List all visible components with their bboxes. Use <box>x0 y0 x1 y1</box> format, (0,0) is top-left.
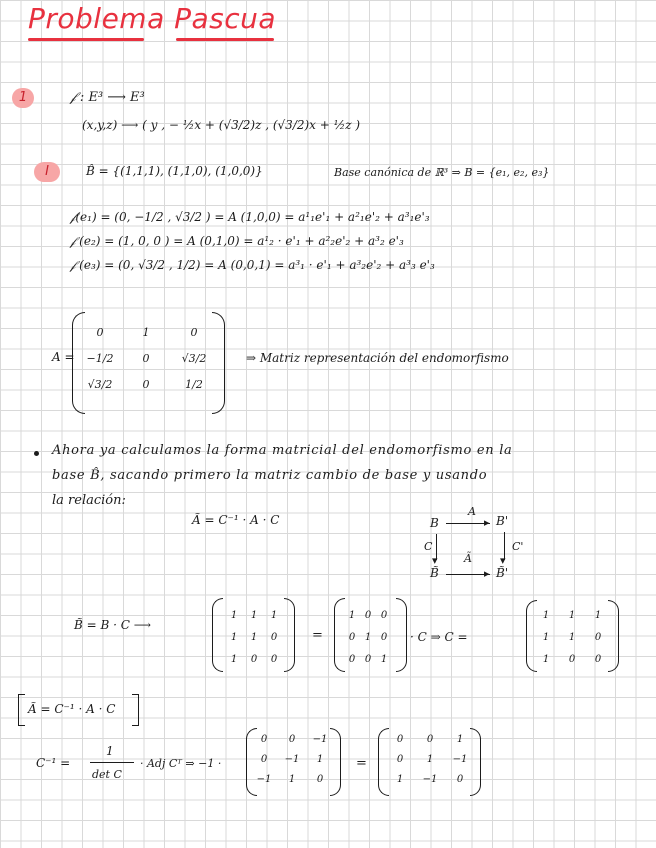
matrix-cell: 1 <box>364 632 372 643</box>
title-underline <box>176 38 274 41</box>
matrix-c-right-paren <box>608 600 619 672</box>
matrix-cell: 1 <box>288 774 296 785</box>
matrix-a-cell: √3/2 <box>181 352 207 365</box>
matrix-cell: 0 <box>426 734 434 745</box>
matrix-cell: 1 <box>348 610 356 621</box>
matrix-a-cell: √3/2 <box>87 378 113 391</box>
matrix-cell: 0 <box>348 654 356 665</box>
matrix-a-cell: 0 <box>142 352 150 365</box>
matrix-cell: 0 <box>348 632 356 643</box>
matrix-cell: 0 <box>380 610 388 621</box>
matrix-left-paren <box>378 728 389 796</box>
matrix-cell: 1 <box>250 610 258 621</box>
matrix-cell: 0 <box>250 654 258 665</box>
matrix-a-cell: 0 <box>190 326 198 339</box>
diagram-b-tilde-prime: B̃' <box>496 566 509 580</box>
relation-formula: Ã = C⁻¹ · A · C <box>192 513 280 527</box>
equals-sign: = <box>312 628 323 643</box>
paragraph-line: base B̂, sacando primero la matriz cambio de base y usando <box>52 468 488 483</box>
diagram-a-tilde: Ã <box>464 552 472 565</box>
b-tilde-equation: B̃ = B · C ⟶ <box>74 618 151 632</box>
basis-hat: B̂ = {(1,1,1), (1,1,0), (1,0,0)} <box>86 164 263 178</box>
paragraph-line: la relación: <box>52 493 126 508</box>
fraction-denominator: det C <box>92 768 122 781</box>
matrix-cell: 1 <box>250 632 258 643</box>
matrix-a-label: A = <box>52 350 75 364</box>
matrix-c-cell: 1 <box>542 654 550 665</box>
matrix-a-note: ⇒ Matriz representación del endomorfismo <box>246 351 509 365</box>
matrix-c-cell: 1 <box>568 610 576 621</box>
diagram-b: B <box>430 516 439 530</box>
bullet-dot <box>34 451 39 456</box>
matrix-c-cell: 1 <box>542 632 550 643</box>
arrow-head-icon: ▾ <box>500 554 506 567</box>
matrix-cell: 0 <box>396 734 404 745</box>
matrix-cell: 0 <box>396 754 404 765</box>
fraction-numerator: 1 <box>106 744 114 758</box>
equals-sign: = <box>356 756 367 771</box>
matrix-cell: 0 <box>364 610 372 621</box>
matrix-a-cell: −1/2 <box>86 352 114 365</box>
matrix-cell: 1 <box>230 632 238 643</box>
matrix-cell: 0 <box>456 774 464 785</box>
matrix-cell: 1 <box>316 754 324 765</box>
matrix-a-cell: 0 <box>96 326 104 339</box>
matrix-cell: −1 <box>452 754 468 765</box>
matrix-a-cell: 1/2 <box>185 378 203 391</box>
section-badge: 1 <box>12 88 34 108</box>
matrix-left-paren <box>212 598 223 672</box>
page-title: Problema Pascua <box>28 2 277 35</box>
matrix-a-cell: 1 <box>142 326 150 339</box>
arrow-head-icon: ▸ <box>484 516 490 529</box>
part-badge: I <box>34 162 60 182</box>
canonical-basis: Base canónica de ℝ³ ⇒ B = {e₁, e₂, e₃} <box>334 166 550 179</box>
matrix-cell: 1 <box>380 654 388 665</box>
matrix-cell: −1 <box>284 754 300 765</box>
title-underline <box>28 38 144 41</box>
matrix-cell: 0 <box>260 754 268 765</box>
diagram-c-prime: C' <box>512 540 524 553</box>
matrix-cell: 1 <box>270 610 278 621</box>
fraction-bar <box>90 762 134 763</box>
matrix-cell: −1 <box>256 774 272 785</box>
matrix-right-paren <box>396 598 407 672</box>
diagram-b-tilde: B̃ <box>430 566 439 580</box>
diagram-a: A <box>468 505 476 518</box>
matrix-c-cell: 0 <box>568 654 576 665</box>
matrix-cell: −1 <box>422 774 438 785</box>
c-inverse-label: C⁻¹ = <box>36 756 71 770</box>
matrix-cell: 1 <box>230 654 238 665</box>
diagram-b-prime: B' <box>496 514 509 528</box>
boxed-formula-bracket <box>18 694 25 726</box>
boxed-formula-bracket <box>132 694 139 726</box>
matrix-a-cell: 0 <box>142 378 150 391</box>
matrix-c-cell: 0 <box>594 654 602 665</box>
matrix-c-cell: 1 <box>542 610 550 621</box>
matrix-cell: 0 <box>316 774 324 785</box>
equation-e1: 𝒻(e₁) = (0, −1/2 , √3/2 ) = A (1,0,0) = a¹₁e'₁ + a²₁e'₂ + a³₁e'₃ <box>70 210 430 224</box>
matrix-c-cell: 1 <box>594 610 602 621</box>
matrix-cell: 1 <box>396 774 404 785</box>
matrix-right-paren <box>330 728 341 796</box>
paragraph-line: Ahora ya calculamos la forma matricial del endomorfismo en la <box>52 443 513 458</box>
c-equation: · C ⇒ C = <box>410 630 468 644</box>
map-rule: (x,y,z) ⟶ ( y , − ½x + (√3/2)z , (√3/2)x + ½z ) <box>82 118 361 132</box>
matrix-cell: 0 <box>364 654 372 665</box>
arrow-head-icon: ▾ <box>432 554 438 567</box>
matrix-cell: 0 <box>380 632 388 643</box>
equation-e2: 𝒻 (e₂) = (1, 0, 0 ) = A (0,1,0) = a¹₂ · e'₁ + a²₂e'₂ + a³₂ e'₃ <box>70 234 404 248</box>
matrix-cell: 0 <box>270 654 278 665</box>
matrix-cell: 0 <box>288 734 296 745</box>
matrix-c-cell: 0 <box>594 632 602 643</box>
boxed-formula: Ã = C⁻¹ · A · C <box>28 702 116 716</box>
matrix-cell: 1 <box>230 610 238 621</box>
equation-e3: 𝒻 (e₃) = (0, √3/2 , 1/2) = A (0,0,1) = a³₁ · e'₁ + a³₂e'₂ + a³₃ e'₃ <box>70 258 435 272</box>
diagram-c: C <box>424 540 433 553</box>
matrix-cell: −1 <box>312 734 328 745</box>
matrix-cell: 1 <box>426 754 434 765</box>
matrix-right-paren <box>470 728 481 796</box>
matrix-cell: 0 <box>270 632 278 643</box>
arrow-head-icon: ▸ <box>484 567 490 580</box>
matrix-c-cell: 1 <box>568 632 576 643</box>
matrix-cell: 0 <box>260 734 268 745</box>
matrix-right-paren <box>284 598 295 672</box>
map-definition: 𝒻 : E³ ⟶ E³ <box>70 90 145 105</box>
adjugate-expression: · Adj Cᵀ ⇒ −1 · <box>140 757 222 770</box>
matrix-cell: 1 <box>456 734 464 745</box>
